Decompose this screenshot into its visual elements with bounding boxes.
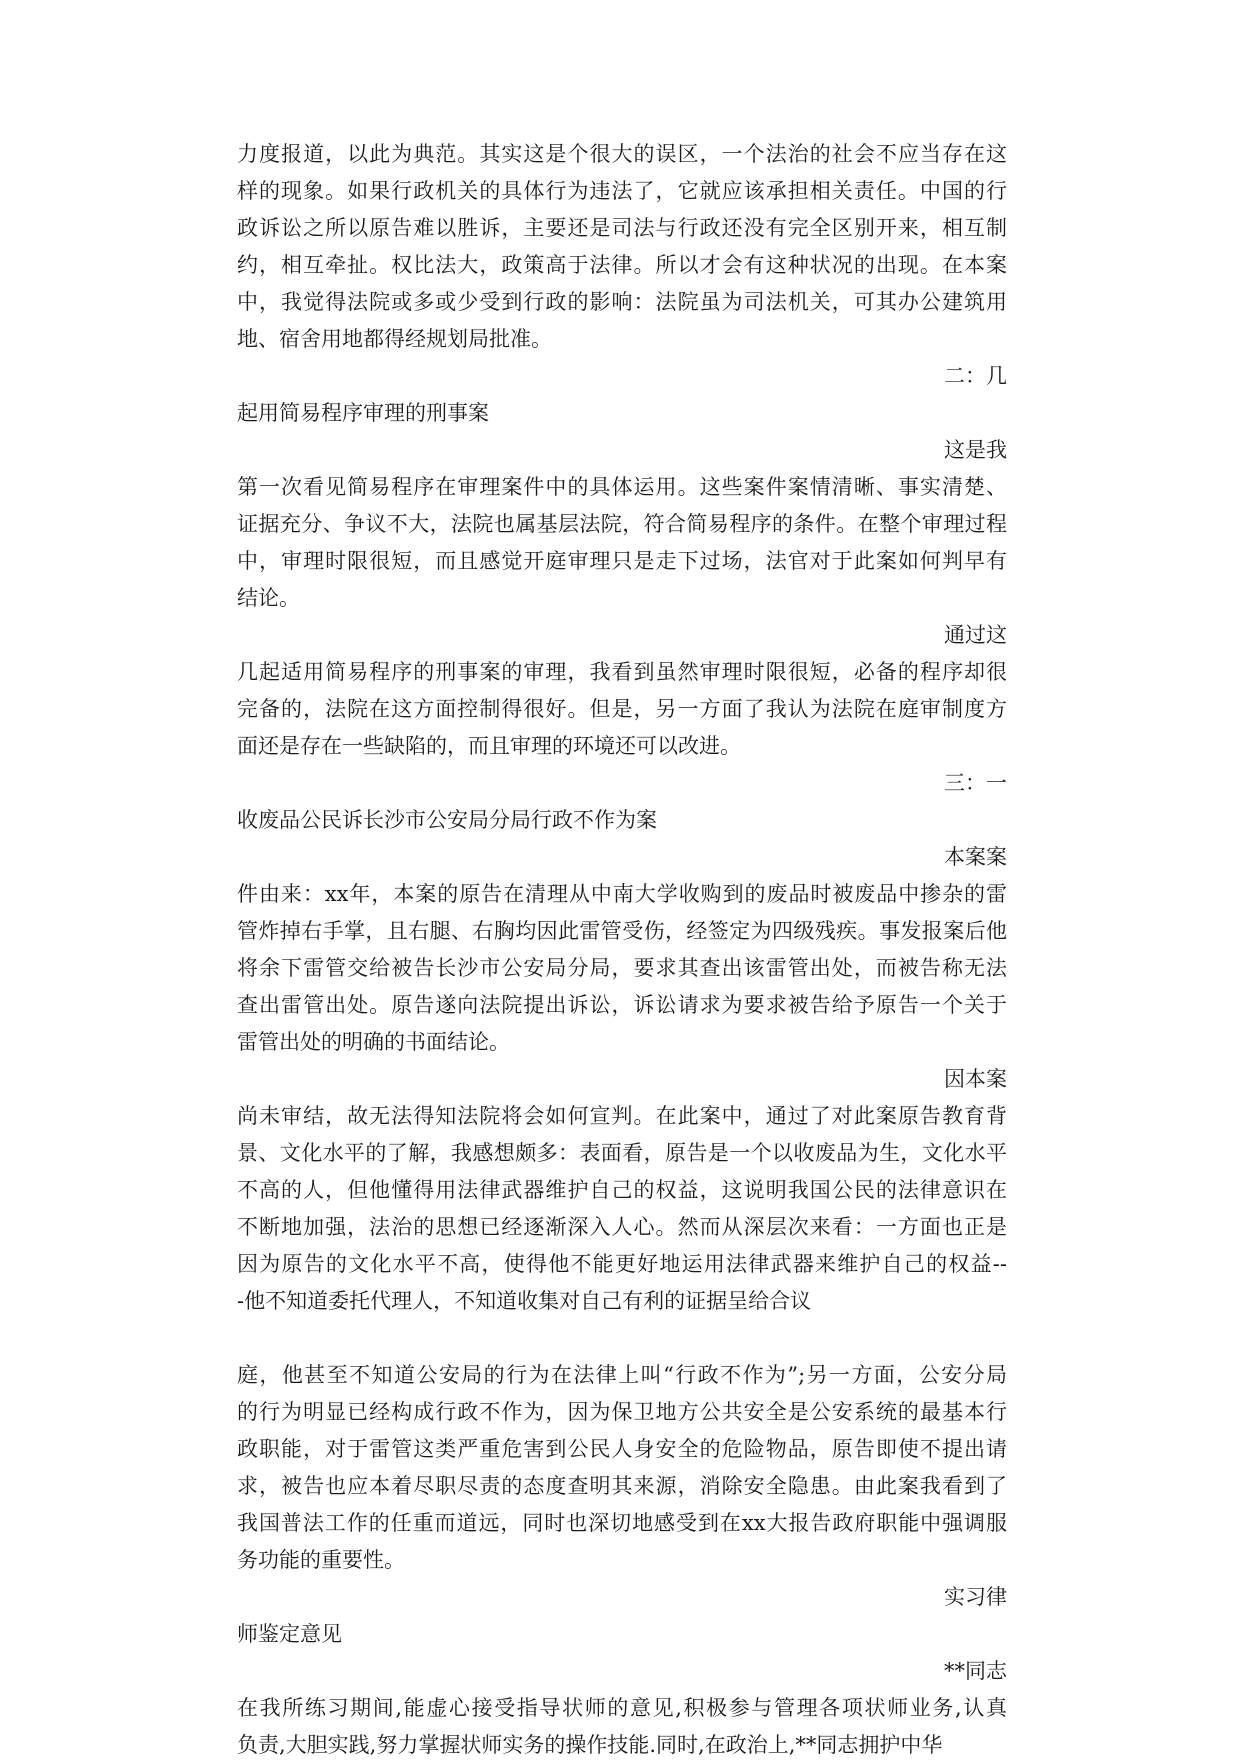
text-line: 在我所练习期间,能虚心接受指导状师的意见,积极参与管理各项状师业务,认真 [237,1696,1007,1720]
text-line: 负责,大胆实践,努力掌握状师实务的操作技能.同时,在政治上,**同志拥护中华 [237,1733,943,1757]
text-line: 地、宿舍用地都得经规划局批准。 [237,327,552,351]
text-line: 结论。 [237,586,300,610]
paragraph [237,469,1007,617]
text-line: 师鉴定意见 [237,1622,342,1646]
text-line: 尚未审结，故无法得知法院将会如何宣判。在此案中，通过了对此案原告教育背 [237,1104,1007,1128]
text-line: 中，审理时限很短，而且感觉开庭审理只是走下过场，法官对于此案如何判早有 [237,549,1007,573]
text-line: 务功能的重要性。 [237,1548,405,1572]
text-line: 样的现象。如果行政机关的具体行为违法了，它就应该承担相关责任。中国的行 [237,179,1007,203]
page-break-gap [237,1320,1007,1357]
section-lead-text: **同志 [944,1659,1007,1683]
section-lead-text: 因本案 [944,1067,1007,1091]
text-line: 几起适用简易程序的刑事案的审理，我看到虽然审理时限很短，必备的程序却很 [237,660,1007,684]
text-line: 起用简易程序审理的刑事案 [237,401,489,425]
text-line: 约，相互牵扯。权比法大，政策高于法律。所以才会有这种状况的出现。在本案 [237,253,1007,277]
text-line: 政诉讼之所以原告难以胜诉，主要还是司法与行政还没有完全区别开来，相互制 [237,216,1007,240]
text-line: 第一次看见简易程序在审理案件中的具体运用。这些案件案情清晰、事实清楚、 [237,475,1007,499]
paragraph [237,395,1007,432]
text-line: 的行为明显已经构成行政不作为，因为保卫地方公共安全是公安系统的最基本行 [237,1400,1007,1424]
paragraph [237,1616,1007,1653]
text-line: 求，被告也应本着尽职尽责的态度查明其来源，消除安全隐患。由此案我看到了 [237,1474,1007,1498]
text-line: 中，我觉得法院或多或少受到行政的影响：法院虽为司法机关，可其办公建筑用 [237,290,1007,314]
section-lead-text: 本案案 [944,845,1007,869]
document-body [237,136,1007,1764]
text-line: 雷管出处的明确的书面结论。 [237,1030,510,1054]
section-lead-text: 这是我 [944,438,1007,462]
text-line: 庭，他甚至不知道公安局的行为在法律上叫“行政不作为”;另一方面，公安分局 [237,1363,1007,1387]
text-line: -他不知道委托代理人，不知道收集对自己有利的证据呈给合议 [237,1289,812,1313]
text-line: 因为原告的文化水平不高，使得他不能更好地运用法律武器来维护自己的权益-- [237,1252,1007,1276]
text-line: 件由来：xx年，本案的原告在清理从中南大学收购到的废品时被废品中掺杂的雷 [237,882,1007,906]
text-line: 管炸掉右手掌，且右腿、右胸均因此雷管受伤，经签定为四级残疾。事发报案后他 [237,919,1007,943]
section-lead-text: 实习律 [944,1585,1007,1609]
text-line: 收废品公民诉长沙市公安局分局行政不作为案 [237,808,657,832]
text-line: 证据充分、争议不大，法院也属基层法院，符合简易程序的条件。在整个审理过程 [237,512,1007,536]
paragraph [237,136,1007,358]
text-line: 面还是存在一些缺陷的，而且审理的环境还可以改进。 [237,734,741,758]
text-line: 将余下雷管交给被告长沙市公安局分局，要求其查出该雷管出处，而被告称无法 [237,956,1007,980]
section-lead-text: 三：一 [944,771,1007,795]
text-line: 查出雷管出处。原告遂向法院提出诉讼，诉讼请求为要求被告给予原告一个关于 [237,993,1007,1017]
paragraph [237,1357,1007,1579]
text-line: 景、文化水平的了解，我感想颇多：表面看，原告是一个以收废品为生，文化水平 [237,1141,1007,1165]
text-line: 不断地加强，法治的思想已经逐渐深入人心。然而从深层次来看：一方面也正是 [237,1215,1007,1239]
text-line: 政职能，对于雷管这类严重危害到公民人身安全的危险物品，原告即使不提出请 [237,1437,1007,1461]
paragraph [237,802,1007,839]
section-lead-text: 通过这 [944,623,1007,647]
paragraph [237,654,1007,765]
paragraph [237,876,1007,1061]
text-line: 力度报道，以此为典范。其实这是个很大的误区，一个法治的社会不应当存在这 [237,142,1007,166]
text-line: 我国普法工作的任重而道远，同时也深切地感受到在xx大报告政府职能中强调服 [237,1511,1007,1535]
paragraph [237,1098,1007,1320]
text-line: 不高的人，但他懂得用法律武器维护自己的权益，这说明我国公民的法律意识在 [237,1178,1007,1202]
text-line: 完备的，法院在这方面控制得很好。但是，另一方面了我认为法院在庭审制度方 [237,697,1007,721]
section-lead-text: 二：几 [944,364,1007,388]
